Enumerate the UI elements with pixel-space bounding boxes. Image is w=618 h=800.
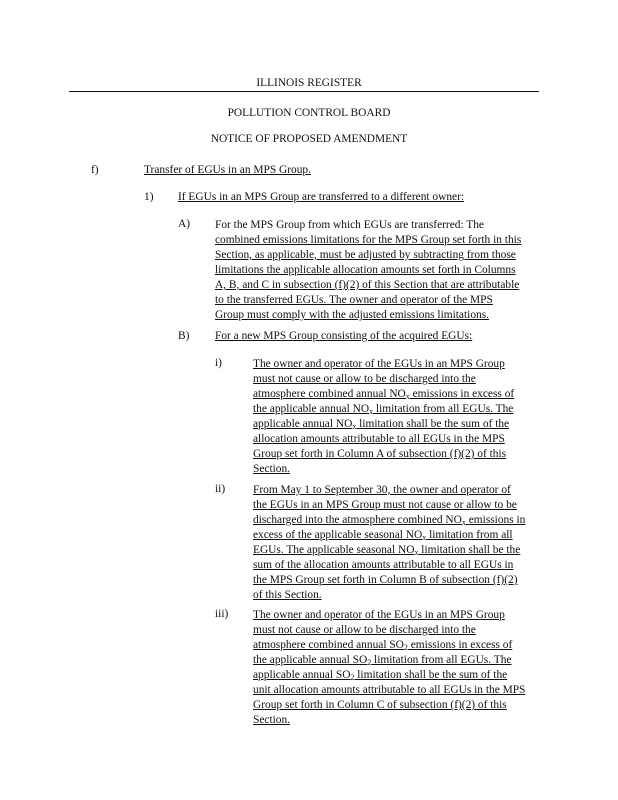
item-B-label: B) [178,330,190,342]
board-title: POLLUTION CONTROL BOARD [227,107,391,119]
section-f-label: f) [91,164,99,176]
item-ii-paragraph: From May 1 to September 30, the owner and operator of the EGUs in an MPS Group must not cause or allow to be discharged into the atmosphere combined $NO_x$ emissions in excess of the applicable seasonal $NO_x$ limitation from all EGUs. The applicable seasonal $NO_x$ limitation shall be the sum of the allocation amounts attributable to all EGUs in the MPS Group set forth in Column B of subsection (f)(2) of this Section. [253,484,526,601]
item-iii-paragraph: The owner and operator of the EGUs in an MPS Group must not cause or allow to be discharged into the atmosphere combined annual $SO_2$ emissions in excess of the applicable annual $SO_2$ limitation from all EGUs. The applicable annual $SO_2$ limitation shall be the sum of the unit allocation amounts attributable to all EGUs in the MPS Group set forth in Column C of subsection (f)(2) of this Section. [253,609,526,726]
notice-title: NOTICE OF PROPOSED AMENDMENT [210,133,408,145]
item-1-label: 1) [144,191,154,203]
item-A-label: A) [178,218,191,230]
item-i-paragraph: The owner and operator of the EGUs in an MPS Group must not cause or allow to be discharged into the atmosphere combined annual $NO_x$ emissions in excess of the applicable annual $NO_x$ limitation from all EGUs. The applicable annual $NO_x$ limitation shall be the sum of the allocation amounts attributable to all EGUs in the MPS Group set forth in Column A of subsection (f)(2) of this Section. [253,358,515,475]
item-B-text: For a new MPS Group consisting of the acquired EGUs: [215,330,473,342]
item-A-paragraph: For the MPS Group from which EGUs are transferred: The combined emissions limitations for the MPS Group set forth in this Section, as applicable, must be adjusted by subtracting from those limitations the applicable allocation amounts set forth in Columns A, B, and C in subsection (f)(2) of this Section that are attributable to the transferred EGUs. The owner and operator of the MPS Group must comply with the adjusted emissions limitations. [215,219,522,321]
item-1-text: If EGUs in an MPS Group are transferred to a different owner: [178,191,465,203]
section-f-title: Transfer of EGUs in an MPS Group. [144,164,311,176]
item-ii-label: ii) [215,483,226,495]
item-i-label: i) [215,357,222,369]
item-iii-label: iii) [215,608,229,620]
header-rule [69,91,539,92]
register-title: ILLINOIS REGISTER [256,77,362,89]
